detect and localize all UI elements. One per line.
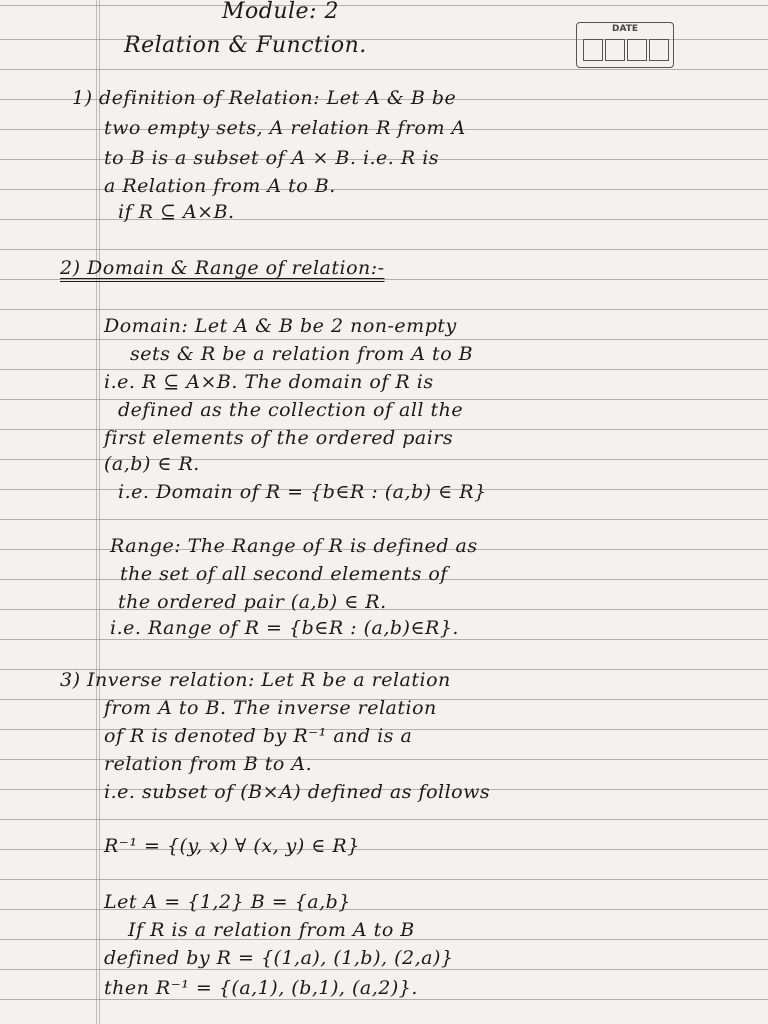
date-label: DATE <box>611 24 639 34</box>
subject-title: Relation & Function. <box>124 33 367 58</box>
line: Range: The Range of R is defined as <box>110 535 478 557</box>
margin-line <box>99 0 100 1024</box>
line: of R is denoted by R⁻¹ and is a <box>104 725 413 747</box>
line: 1) definition of Relation: Let A & B be <box>72 87 457 109</box>
section-heading: 2) Domain & Range of relation:- <box>60 257 385 279</box>
line: defined as the collection of all the <box>118 399 464 421</box>
line: the ordered pair (a,b) ∈ R. <box>118 591 387 613</box>
date-box <box>576 22 674 68</box>
line: then R⁻¹ = {(a,1), (b,1), (a,2)}. <box>104 977 418 999</box>
date-cells <box>583 39 669 61</box>
line: from A to B. The inverse relation <box>104 697 437 719</box>
formula: R⁻¹ = {(y, x) ∀ (x, y) ∈ R} <box>104 835 360 857</box>
line: first elements of the ordered pairs <box>104 427 454 449</box>
line: If R is a relation from A to B <box>128 919 415 941</box>
margin-line <box>96 0 97 1024</box>
line: defined by R = {(1,a), (1,b), (2,a)} <box>104 947 454 969</box>
line: to B is a subset of A × B. i.e. R is <box>104 147 440 169</box>
module-title: Module: 2 <box>222 0 339 24</box>
line: sets & R be a relation from A to B <box>130 343 474 365</box>
line: i.e. subset of (B×A) defined as follows <box>104 781 491 803</box>
line: i.e. Domain of R = {b∈R : (a,b) ∈ R} <box>118 481 487 503</box>
line: if R ⊆ A×B. <box>118 201 235 223</box>
line: Let A = {1,2} B = {a,b} <box>104 891 351 913</box>
line: 3) Inverse relation: Let R be a relation <box>60 669 451 691</box>
line: two empty sets, A relation R from A <box>104 117 466 139</box>
line: (a,b) ∈ R. <box>104 453 200 475</box>
line: Domain: Let A & B be 2 non-empty <box>104 315 457 337</box>
line: a Relation from A to B. <box>104 175 336 197</box>
line: i.e. R ⊆ A×B. The domain of R is <box>104 371 434 393</box>
line: the set of all second elements of <box>120 563 448 585</box>
line: relation from B to A. <box>104 753 313 775</box>
line: i.e. Range of R = {b∈R : (a,b)∈R}. <box>110 617 459 639</box>
